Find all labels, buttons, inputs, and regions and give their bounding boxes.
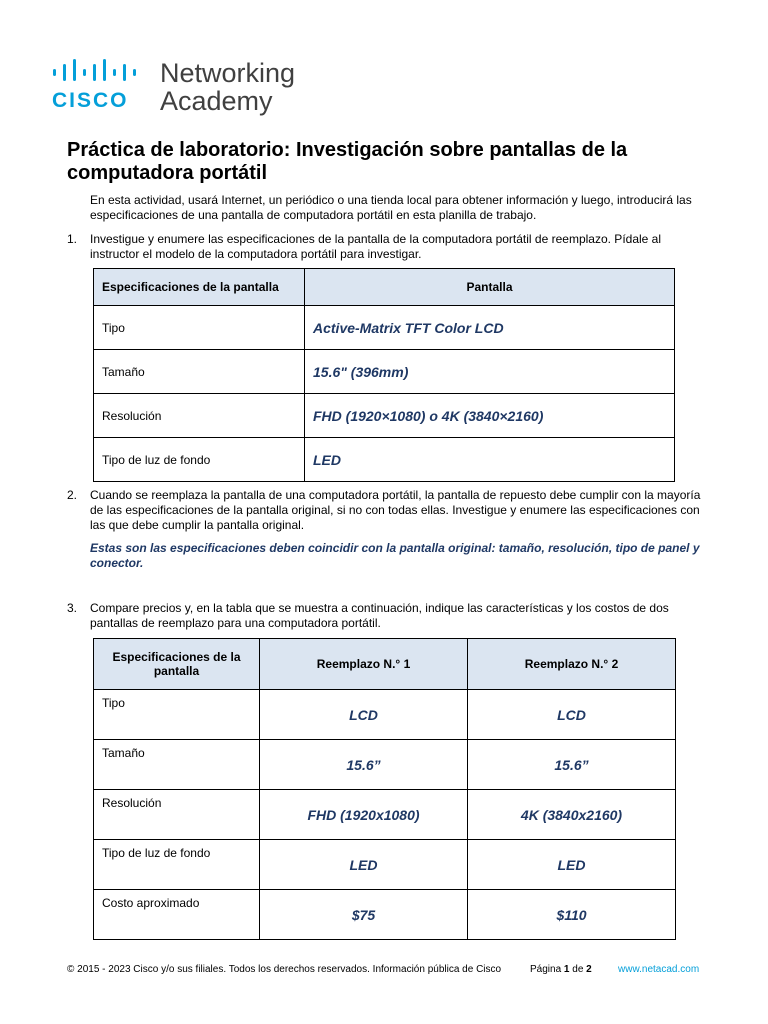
row-label: Tipo	[94, 306, 305, 350]
table-header-cell: Pantalla	[305, 269, 675, 306]
total-pages: 2	[586, 964, 592, 975]
table-row	[94, 740, 676, 790]
step-number: 3.	[67, 601, 78, 615]
cisco-networking-academy-logo	[52, 58, 312, 118]
table-row	[94, 890, 676, 940]
row-label: Tipo	[94, 690, 260, 740]
current-page: 1	[563, 964, 570, 975]
logo-academy-text: Academy	[160, 86, 273, 116]
table-header-cell: Especificaciones de la pantalla	[94, 269, 305, 306]
replacement-2-value: 15.6”	[468, 740, 676, 790]
step-2-answer: Estas son las especificaciones deben coincidir con la pantalla original: tamaño, resolución, tipo de panel y conector.	[90, 541, 700, 570]
page-prefix: Página	[530, 964, 564, 975]
cisco-wordmark: CISCO	[52, 89, 129, 112]
page-title: Práctica de laboratorio: Investigación sobre pantallas de la computadora portátil	[67, 139, 628, 184]
table-row	[94, 690, 676, 740]
replacement-2-value: 4K (3840x2160)	[468, 790, 676, 840]
step-text: Cuando se reemplaza la pantalla de una computadora portátil, la pantalla de repuesto debe cumplir con la mayoría de las especificaciones de la pantalla original, si no con todas ellas. Investigue y enumere las especificaciones con las que debe cumplir la pantalla original.	[90, 488, 701, 532]
step-text: Compare precios y, en la tabla que se muestra a continuación, indique las características y los costos de dos pantallas de reemplazo para una computadora portátil.	[90, 601, 669, 630]
row-label: Resolución	[94, 790, 260, 840]
step-text: Investigue y enumere las especificaciones de la pantalla de la computadora portátil de reemplazo. Pídale al instructor el modelo de la computadora portátil para investigar.	[90, 232, 662, 261]
display-spec-table	[93, 268, 675, 482]
cisco-bars-icon	[52, 58, 152, 84]
replacement-2-value: LED	[468, 840, 676, 890]
row-label: Tipo de luz de fondo	[94, 438, 305, 482]
table-header-cell: Reemplazo N.° 2	[468, 639, 676, 690]
row-value: Active-Matrix TFT Color LCD	[305, 306, 675, 350]
table-header-row	[94, 639, 676, 690]
table-row	[94, 840, 676, 890]
table-row	[94, 350, 675, 394]
row-value: LED	[305, 438, 675, 482]
footer-link[interactable]: www.netacad.com	[618, 964, 700, 975]
footer-copyright: © 2015 - 2023 Cisco y/o sus filiales. Todos los derechos reservados. Información pública de Cisco	[67, 964, 502, 975]
replacement-1-value: LCD	[260, 690, 468, 740]
table-row	[94, 306, 675, 350]
table-header-cell: Especificaciones de la pantalla	[94, 639, 260, 690]
page-of: de	[569, 964, 587, 975]
row-label: Tamaño	[94, 350, 305, 394]
intro-paragraph: En esta actividad, usará Internet, un periódico o una tienda local para obtener información y luego, introducirá las especificaciones de una pantalla de computadora portátil en esta planilla de trabajo.	[90, 193, 692, 222]
replacement-2-value: $110	[468, 890, 676, 940]
replacement-2-value: LCD	[468, 690, 676, 740]
replacement-1-value: FHD (1920x1080)	[260, 790, 468, 840]
replacement-comparison-table	[93, 638, 676, 940]
table-row	[94, 438, 675, 482]
table-row	[94, 394, 675, 438]
logo-networking-text: Networking	[160, 58, 296, 88]
row-label: Tipo de luz de fondo	[94, 840, 260, 890]
replacement-1-value: 15.6”	[260, 740, 468, 790]
table-header-cell: Reemplazo N.° 1	[260, 639, 468, 690]
step-number: 1.	[67, 232, 78, 246]
step-number: 2.	[67, 488, 78, 502]
replacement-1-value: LED	[260, 840, 468, 890]
footer-page-number	[530, 964, 592, 976]
row-label: Costo aproximado	[94, 890, 260, 940]
table-row	[94, 790, 676, 840]
replacement-1-value: $75	[260, 890, 468, 940]
row-label: Resolución	[94, 394, 305, 438]
table-header-row	[94, 269, 675, 306]
row-value: 15.6" (396mm)	[305, 350, 675, 394]
row-label: Tamaño	[94, 740, 260, 790]
row-value: FHD (1920×1080) o 4K (3840×2160)	[305, 394, 675, 438]
